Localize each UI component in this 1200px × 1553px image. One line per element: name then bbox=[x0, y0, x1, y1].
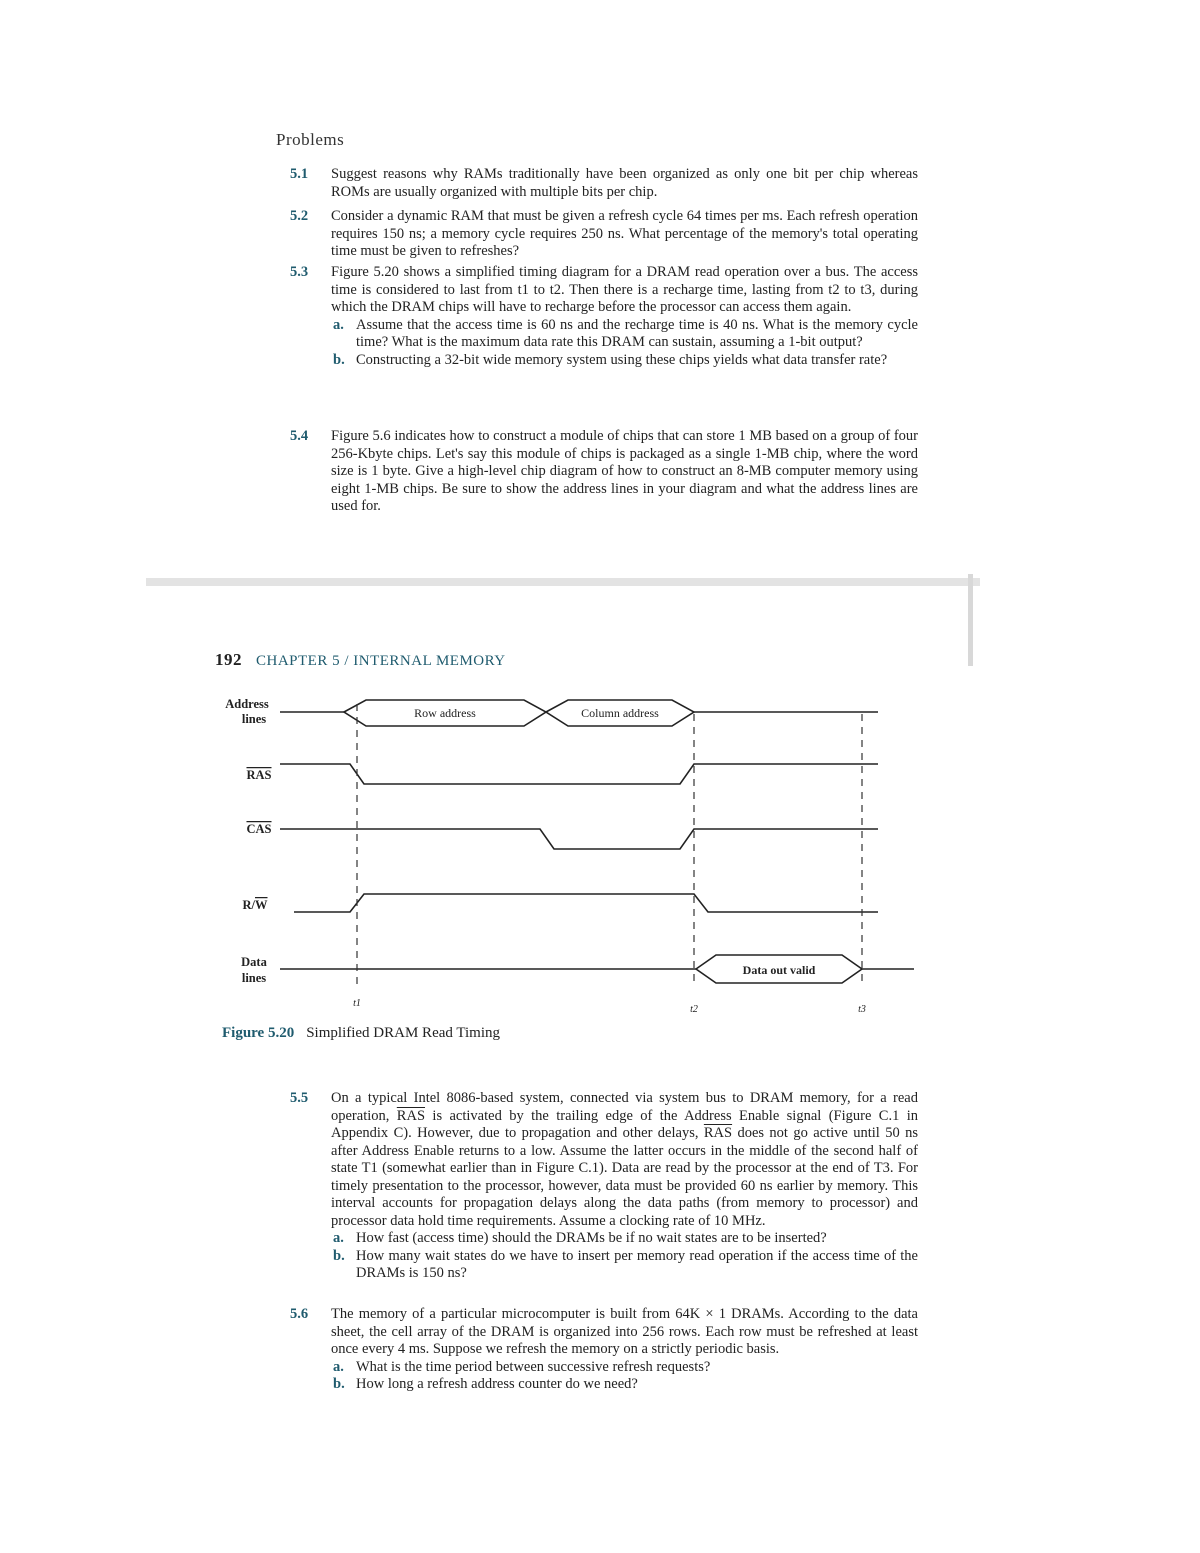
subproblem-label: b. bbox=[333, 1247, 345, 1264]
page-number: 192 bbox=[215, 650, 242, 669]
subproblem-text: How fast (access time) should the DRAMs be if no wait states are to be inserted? bbox=[356, 1230, 827, 1246]
address-lines-label: lines bbox=[241, 712, 267, 726]
subproblem-label: a. bbox=[333, 1230, 344, 1246]
scrollbar-track bbox=[968, 574, 973, 666]
t1-label: t1 bbox=[353, 998, 361, 1009]
data-lines-label: lines bbox=[241, 971, 267, 985]
timing-diagram bbox=[222, 692, 922, 1027]
problem-number: 5.2 bbox=[290, 208, 309, 224]
problem-number: 5.3 bbox=[290, 264, 309, 280]
t2-label: t2 bbox=[690, 1004, 698, 1015]
subproblem-label: a. bbox=[333, 316, 344, 333]
problem-5-1 bbox=[290, 166, 918, 201]
figure-title: Simplified DRAM Read Timing bbox=[306, 1025, 500, 1041]
rw-signal bbox=[294, 894, 878, 912]
data-lines-label: Data bbox=[241, 955, 267, 969]
problem-5-6 bbox=[290, 1306, 918, 1394]
problem-5-4 bbox=[290, 428, 918, 516]
page-divider bbox=[146, 578, 980, 586]
subproblem-label: b. bbox=[333, 351, 345, 368]
problem-text: Figure 5.6 indicates how to construct a module of chips that can store 1 MB based on a group of four 256-Kbyte chips. Let's say this module of chips is packaged as a single 1-MB chip, where the word size is 1 byte. Give a high-level chip diagram of how to construct an 8-MB computer memory using eight 1-MB chips. Be sure to show the address lines in your diagram and what the address lines are used for. bbox=[331, 428, 918, 514]
ras-overline: $\overline{RAS}$ bbox=[703, 1125, 733, 1141]
subproblem-text: What is the time period between successive refresh requests? bbox=[356, 1358, 711, 1375]
rw-label: R/W bbox=[242, 898, 268, 912]
problem-5-3 bbox=[290, 264, 918, 369]
ras-overline: $\overline{RAS}$ bbox=[396, 1107, 426, 1124]
problem-text: On a typical Intel 8086-based system, connected via system bus to DRAM memory, for a read operation, $\overline{RAS}$ is activated by the trailing edge of the Address Enable signal (Figure C.1 in Appendix C). However, due to propagation and other delays, $\overline{RAS}$ does not go active until 50 ns after Address Enable returns to a low. Assume the latter occurs in the middle of the second half of state T1 (somewhat earlier than in Figure C.1). Data are read by the processor at the end of T3. For timely presentation to the processor, however, data must be provided 60 ns earlier by memory. This interval accounts for propagation delays along the data paths (from memory to processor) and processor data hold time requirements. Assume a clocking rate of 10 MHz. bbox=[331, 1090, 919, 1229]
subproblem-label: b. bbox=[333, 1376, 345, 1392]
problem-text: Consider a dynamic RAM that must be given a refresh cycle 64 times per ms. Each refresh operation requires 150 ns; a memory cycle requires 250 ns. What percentage of the memory's total operating time must be given to refreshes? bbox=[331, 208, 918, 259]
subproblem-label: a. bbox=[333, 1358, 344, 1375]
problem-number: 5.1 bbox=[290, 166, 309, 182]
problem-number: 5.6 bbox=[290, 1306, 309, 1322]
subproblem-text: Assume that the access time is 60 ns and the recharge time is 40 ns. What is the memory cycle time? What is the maximum data rate this DRAM can sustain, assuming a 1-bit output? bbox=[356, 316, 918, 350]
ras-signal bbox=[280, 764, 878, 784]
cas-label: CAS bbox=[246, 822, 272, 836]
subproblem-text: How long a refresh address counter do we need? bbox=[356, 1376, 638, 1392]
problem-5-2 bbox=[290, 208, 918, 261]
subproblem-b bbox=[333, 351, 918, 370]
address-lines-label: Address bbox=[225, 697, 269, 711]
figure-number: Figure 5.20 bbox=[222, 1025, 295, 1041]
subproblem-a bbox=[333, 1230, 918, 1248]
subproblem-a bbox=[333, 1358, 918, 1377]
problem-text: Figure 5.20 shows a simplified timing diagram for a DRAM read operation over a bus. The access time is considered to last from t1 to t2. Then there is a recharge time, lasting from t2 to t3, during which the DRAM chips will have to recharge before the processor can access them again. bbox=[331, 264, 918, 315]
column-address-label: Column address bbox=[581, 706, 659, 720]
timing-diagram-svg bbox=[222, 692, 922, 1022]
problem-number: 5.4 bbox=[290, 428, 309, 444]
subproblem-text: How many wait states do we have to insert per memory read operation if the access time of the DRAMs is 150 ns? bbox=[356, 1247, 918, 1281]
problem-5-5 bbox=[290, 1090, 918, 1283]
chapter-title: CHAPTER 5 / INTERNAL MEMORY bbox=[256, 653, 506, 669]
subproblem-a bbox=[333, 316, 918, 352]
chapter-header bbox=[215, 650, 506, 670]
t3-label: t3 bbox=[858, 1004, 866, 1015]
problem-text: Suggest reasons why RAMs traditionally have been organized as only one bit per chip whereas ROMs are usually organized with multiple bits per chip. bbox=[331, 166, 918, 200]
subproblem-text: Constructing a 32-bit wide memory system using these chips yields what data transfer rate? bbox=[356, 351, 888, 368]
problem-number: 5.5 bbox=[290, 1090, 309, 1106]
row-address-label: Row address bbox=[414, 706, 476, 720]
figure-caption bbox=[222, 1025, 500, 1042]
subproblem-b bbox=[333, 1247, 918, 1283]
problem-text: The memory of a particular microcomputer is built from 64K × 1 DRAMs. According to the data sheet, the cell array of the DRAM is organized into 256 rows. Each row must be refreshed at least once every 4 ms. Suppose we refresh the memory on a strictly periodic basis. bbox=[331, 1306, 918, 1357]
cas-signal bbox=[280, 829, 878, 849]
subproblem-b bbox=[333, 1376, 918, 1394]
section-heading: Problems bbox=[276, 130, 345, 149]
ras-label: RAS bbox=[246, 768, 272, 782]
data-out-valid-label: Data out valid bbox=[742, 963, 816, 977]
